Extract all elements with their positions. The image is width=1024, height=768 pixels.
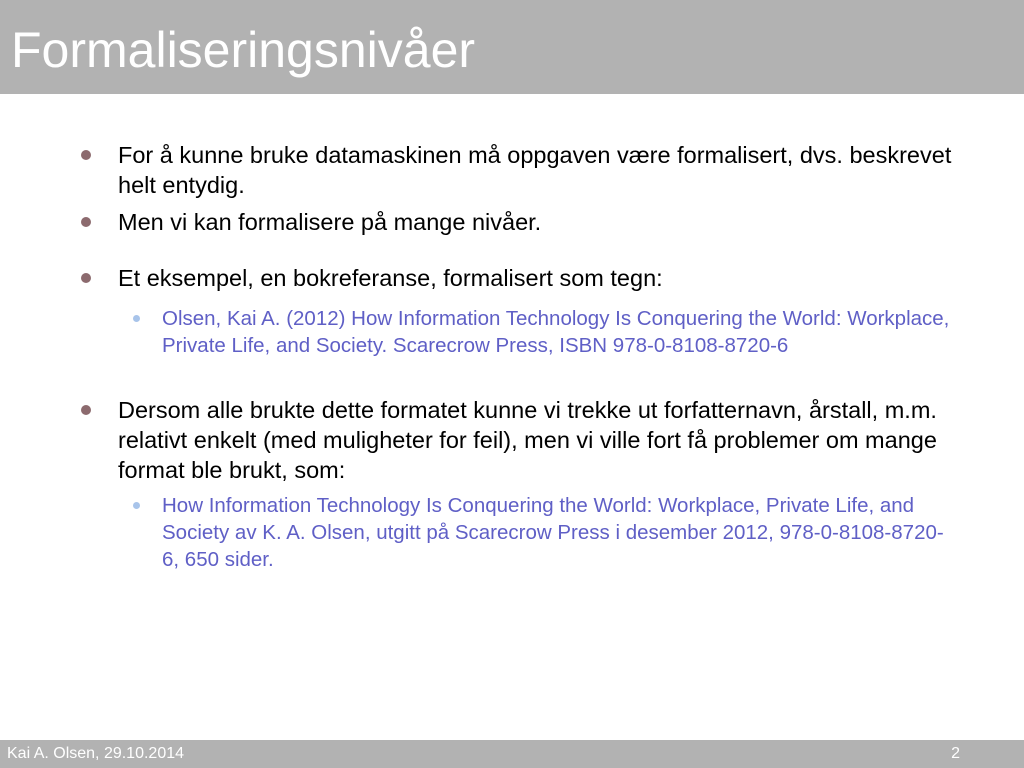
bullet-item — [118, 207, 968, 237]
sub-bullet-dot-icon — [133, 315, 140, 322]
bullet-dot-icon — [81, 217, 91, 227]
bullet-item — [118, 395, 968, 485]
bullet-text: Men vi kan formalisere på mange nivåer. — [118, 209, 542, 235]
bullet-text: Et eksempel, en bokreferanse, formalisert som tegn: — [118, 265, 663, 291]
bullet-dot-icon — [81, 273, 91, 283]
sub-bullet-text: How Information Technology Is Conquering the World: Workplace, Private Life, and Society av K. A. Olsen, utgitt på Scarecrow Press i desember 2012, 978-0-8108-8720-6, 650 sider. — [162, 494, 944, 571]
page-number: 2 — [951, 745, 960, 762]
sub-bullet-item — [162, 305, 952, 359]
footer-bar — [0, 740, 1024, 768]
bullet-text: For å kunne bruke datamaskinen må oppgaven være formalisert, dvs. beskrevet helt entydig. — [118, 142, 952, 198]
sub-bullet-dot-icon — [133, 502, 140, 509]
slide-title: Formaliseringsnivåer — [11, 22, 476, 78]
bullet-item — [118, 140, 968, 200]
bullet-text: Dersom alle brukte dette formatet kunne vi trekke ut forfatternavn, årstall, m.m. relativt enkelt (med muligheter for feil), men vi ville fort få problemer om mange format ble brukt, som: — [118, 397, 937, 483]
bullet-item — [118, 263, 968, 293]
footer-author-date: Kai A. Olsen, 29.10.2014 — [7, 745, 185, 762]
bullet-dot-icon — [81, 405, 91, 415]
sub-bullet-item — [162, 492, 952, 573]
sub-bullet-text: Olsen, Kai A. (2012) How Information Technology Is Conquering the World: Workplace, Private Life, and Society. Scarecrow Press, ISBN 978-0-8108-8720-6 — [162, 307, 950, 357]
bullet-dot-icon — [81, 150, 91, 160]
